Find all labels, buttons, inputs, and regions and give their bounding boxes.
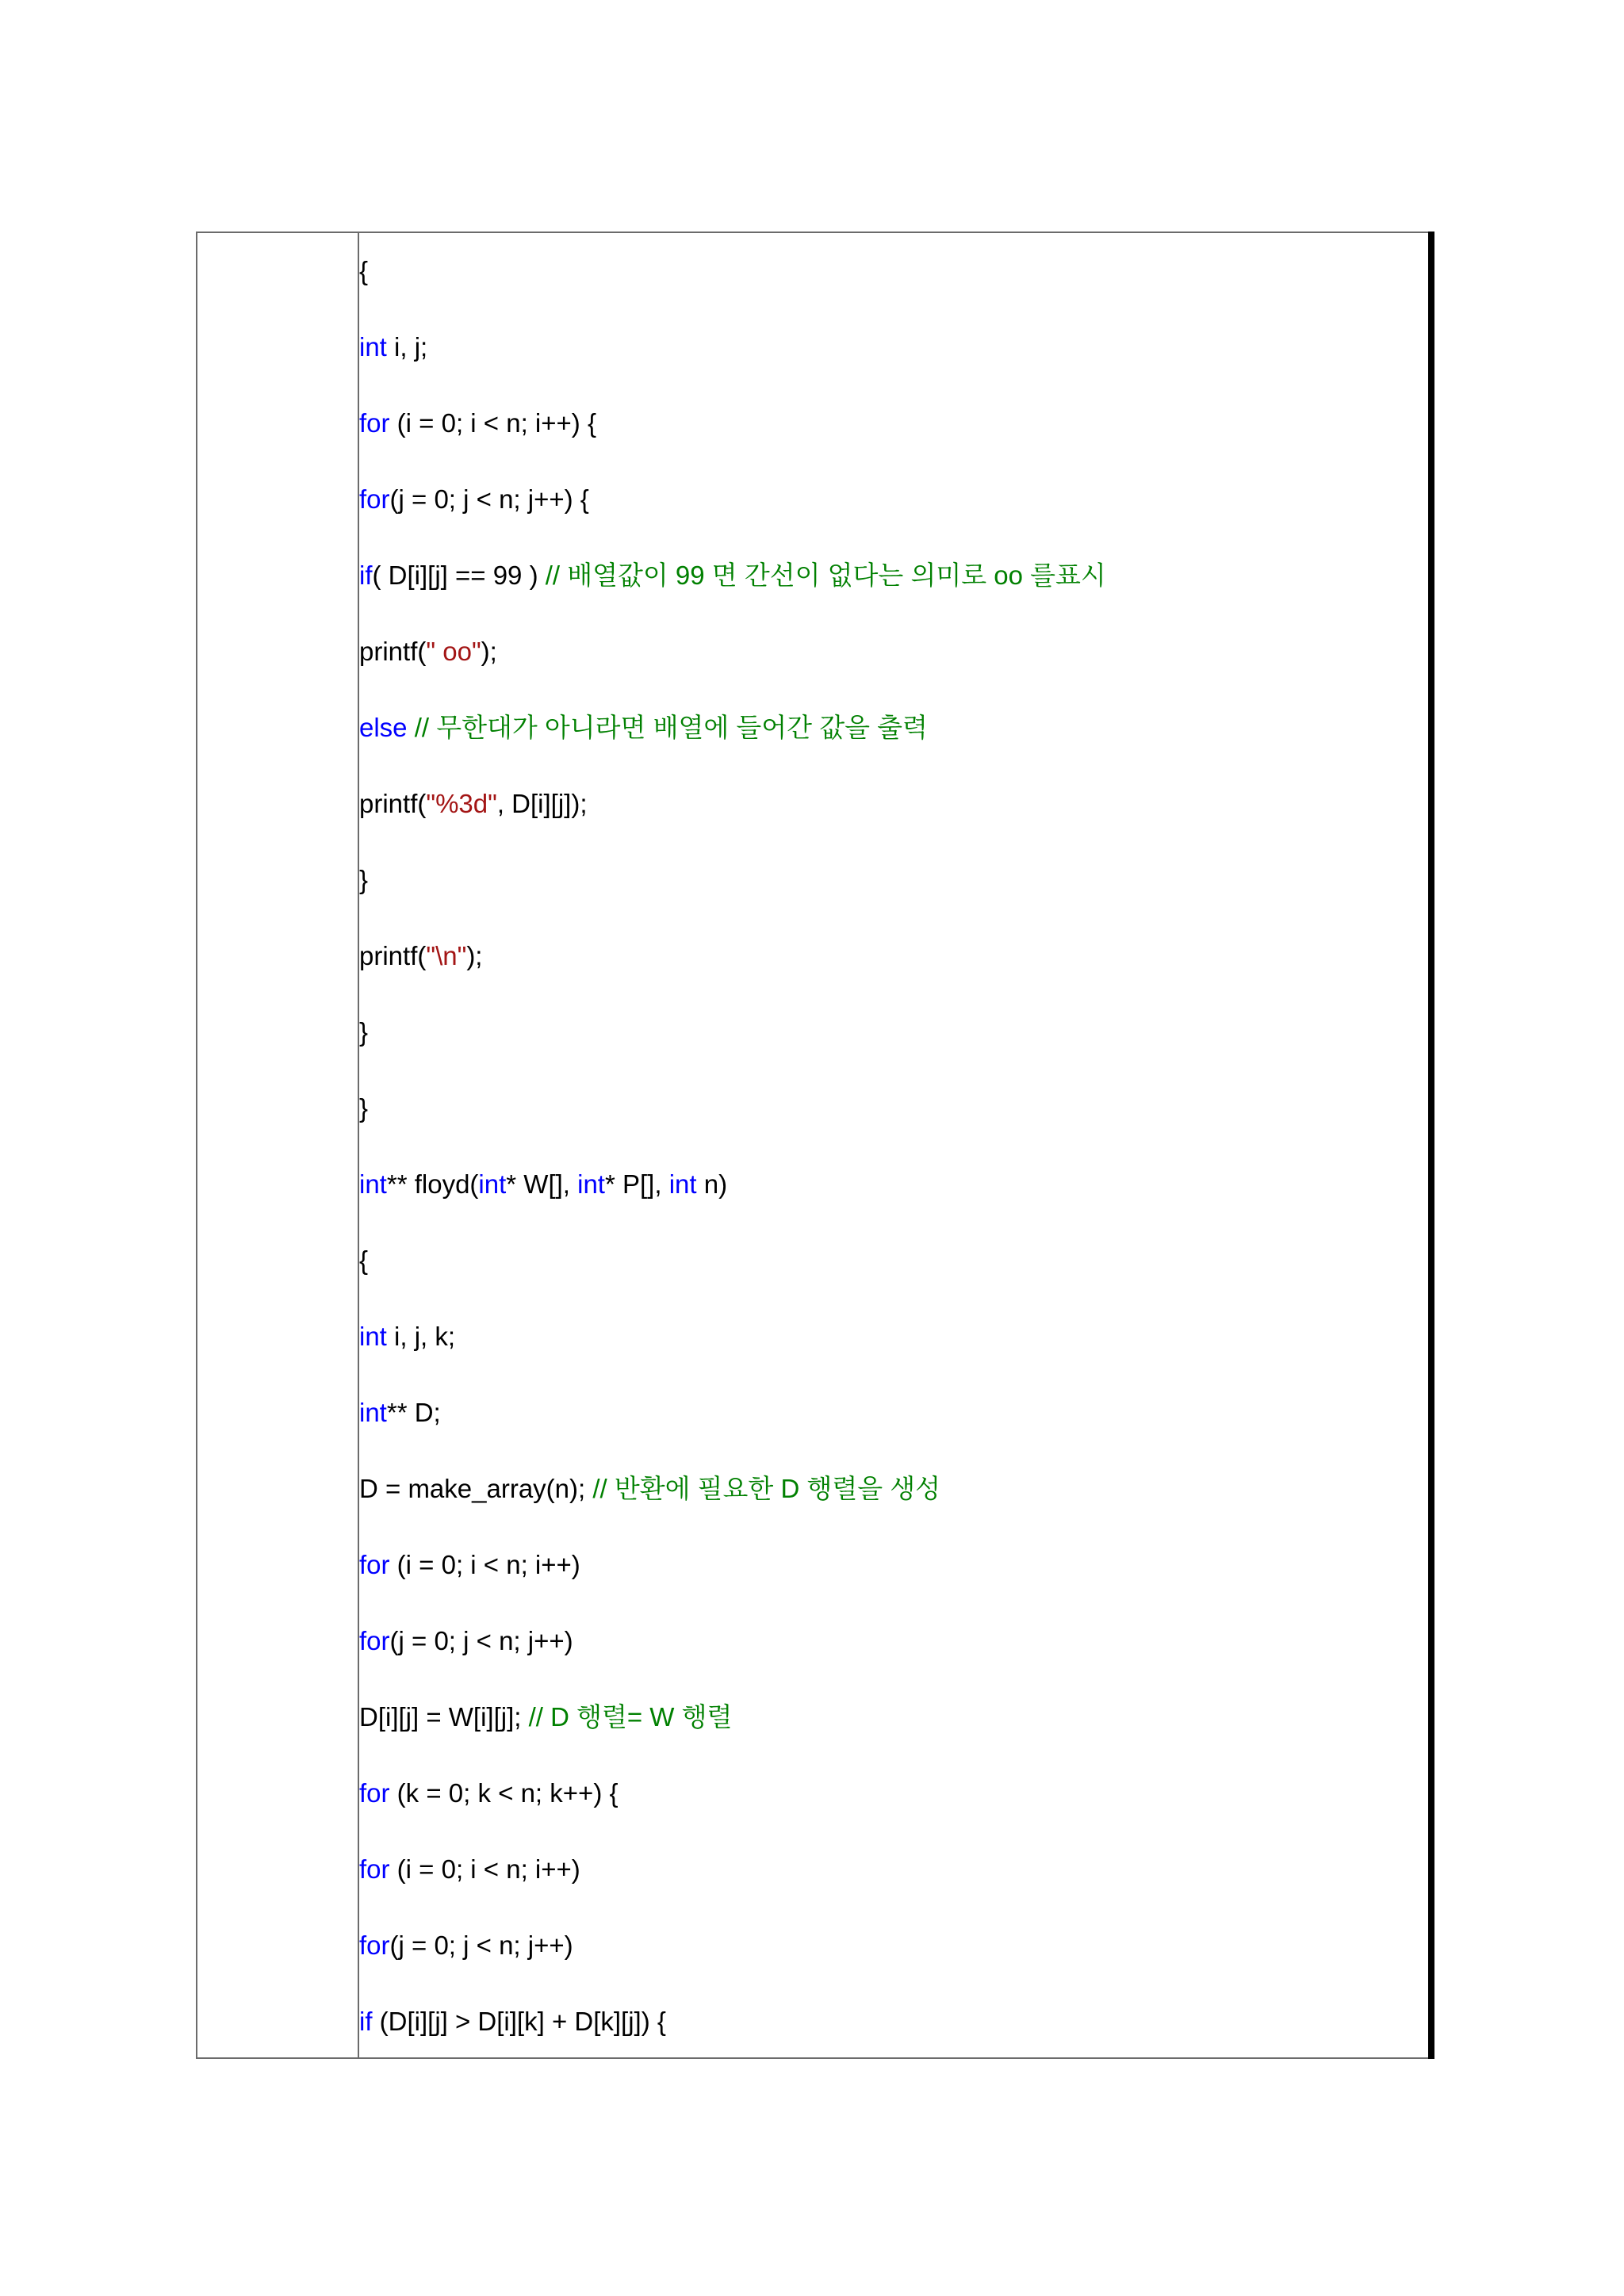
code-line xyxy=(359,1846,580,1893)
code-text: (i = 0; i < n; i++) { xyxy=(389,408,596,438)
code-line xyxy=(359,780,588,828)
table-right-border xyxy=(1428,232,1434,2059)
code-line xyxy=(359,704,928,752)
code-text: ** D; xyxy=(386,1398,441,1427)
code-line xyxy=(359,1389,441,1437)
code-line xyxy=(359,1465,940,1513)
code-line xyxy=(359,932,482,980)
code-line xyxy=(359,1008,368,1056)
code-line xyxy=(359,400,596,447)
code-text: printf( xyxy=(359,789,427,818)
code-keyword: for xyxy=(359,1550,390,1579)
code-string: "%3d" xyxy=(426,789,497,818)
code-text: D = make_array(n); xyxy=(359,1474,593,1503)
code-line xyxy=(359,476,589,523)
code-line xyxy=(359,1237,368,1284)
code-line xyxy=(359,1085,368,1132)
code-text: (i = 0; i < n; i++) xyxy=(389,1550,580,1579)
code-keyword: int xyxy=(359,1398,387,1427)
code-text: (i = 0; i < n; i++) xyxy=(389,1854,580,1884)
code-keyword: for xyxy=(359,1931,390,1960)
code-line xyxy=(359,1998,666,2045)
code-text: ); xyxy=(481,637,497,666)
code-text: (j = 0; j < n; j++) { xyxy=(389,484,589,514)
code-line xyxy=(359,1161,727,1208)
code-keyword: int xyxy=(577,1169,605,1199)
code-text: ** floyd( xyxy=(386,1169,479,1199)
code-line xyxy=(359,1770,619,1817)
code-text: (D[i][j] > D[i][k] + D[k][j]) { xyxy=(372,2007,666,2036)
code-keyword: int xyxy=(359,1169,387,1199)
code-block xyxy=(359,232,1422,2059)
code-keyword: int xyxy=(359,1322,387,1351)
code-line xyxy=(359,323,427,371)
code-keyword: for xyxy=(359,408,390,438)
code-line xyxy=(359,628,497,675)
code-line xyxy=(359,1313,455,1360)
code-keyword: int xyxy=(668,1169,697,1199)
code-line xyxy=(359,1922,573,1969)
code-text: { xyxy=(359,1246,369,1275)
code-line xyxy=(359,1541,580,1589)
code-comment: // 배열값이 99 면 간선이 없다는 의미로 oo 를표시 xyxy=(545,561,1106,590)
code-text: (j = 0; j < n; j++) xyxy=(389,1626,573,1655)
code-text: (k = 0; k < n; k++) { xyxy=(389,1778,619,1808)
code-string: "\n" xyxy=(426,941,467,970)
code-text: i, j; xyxy=(386,332,428,362)
code-keyword: if xyxy=(359,561,373,590)
code-text: } xyxy=(359,865,369,894)
code-text: D[i][j] = W[i][j]; xyxy=(359,1702,529,1732)
code-text: * P[], xyxy=(604,1169,669,1199)
code-keyword: for xyxy=(359,484,390,514)
code-keyword: for xyxy=(359,1778,390,1808)
code-keyword: for xyxy=(359,1626,390,1655)
code-line xyxy=(359,247,368,295)
code-keyword: if xyxy=(359,2007,373,2036)
code-keyword: for xyxy=(359,1854,390,1884)
code-comment: // D 행렬= W 행렬 xyxy=(528,1702,733,1732)
code-text: n) xyxy=(696,1169,728,1199)
code-text: , D[i][j]); xyxy=(496,789,588,818)
code-text: printf( xyxy=(359,941,427,970)
code-line xyxy=(359,856,368,904)
code-keyword: else xyxy=(359,713,408,742)
code-keyword: int xyxy=(359,332,387,362)
code-text: } xyxy=(359,1093,369,1123)
code-text: (j = 0; j < n; j++) xyxy=(389,1931,573,1960)
code-line xyxy=(359,1617,573,1665)
code-text xyxy=(408,713,415,742)
code-string: " oo" xyxy=(426,637,481,666)
code-keyword: int xyxy=(478,1169,507,1199)
code-line xyxy=(359,552,1106,599)
code-line xyxy=(359,1693,732,1741)
code-comment: // 반환에 필요한 D 행렬을 생성 xyxy=(592,1474,941,1503)
code-text: } xyxy=(359,1017,369,1047)
code-text: * W[], xyxy=(506,1169,578,1199)
code-comment: // 무한대가 아니라면 배열에 들어간 값을 출력 xyxy=(414,713,928,742)
code-text: ); xyxy=(466,941,483,970)
code-text: ( D[i][j] == 99 ) xyxy=(372,561,546,590)
code-text: printf( xyxy=(359,637,427,666)
code-text: { xyxy=(359,256,369,285)
code-text: i, j, k; xyxy=(386,1322,456,1351)
